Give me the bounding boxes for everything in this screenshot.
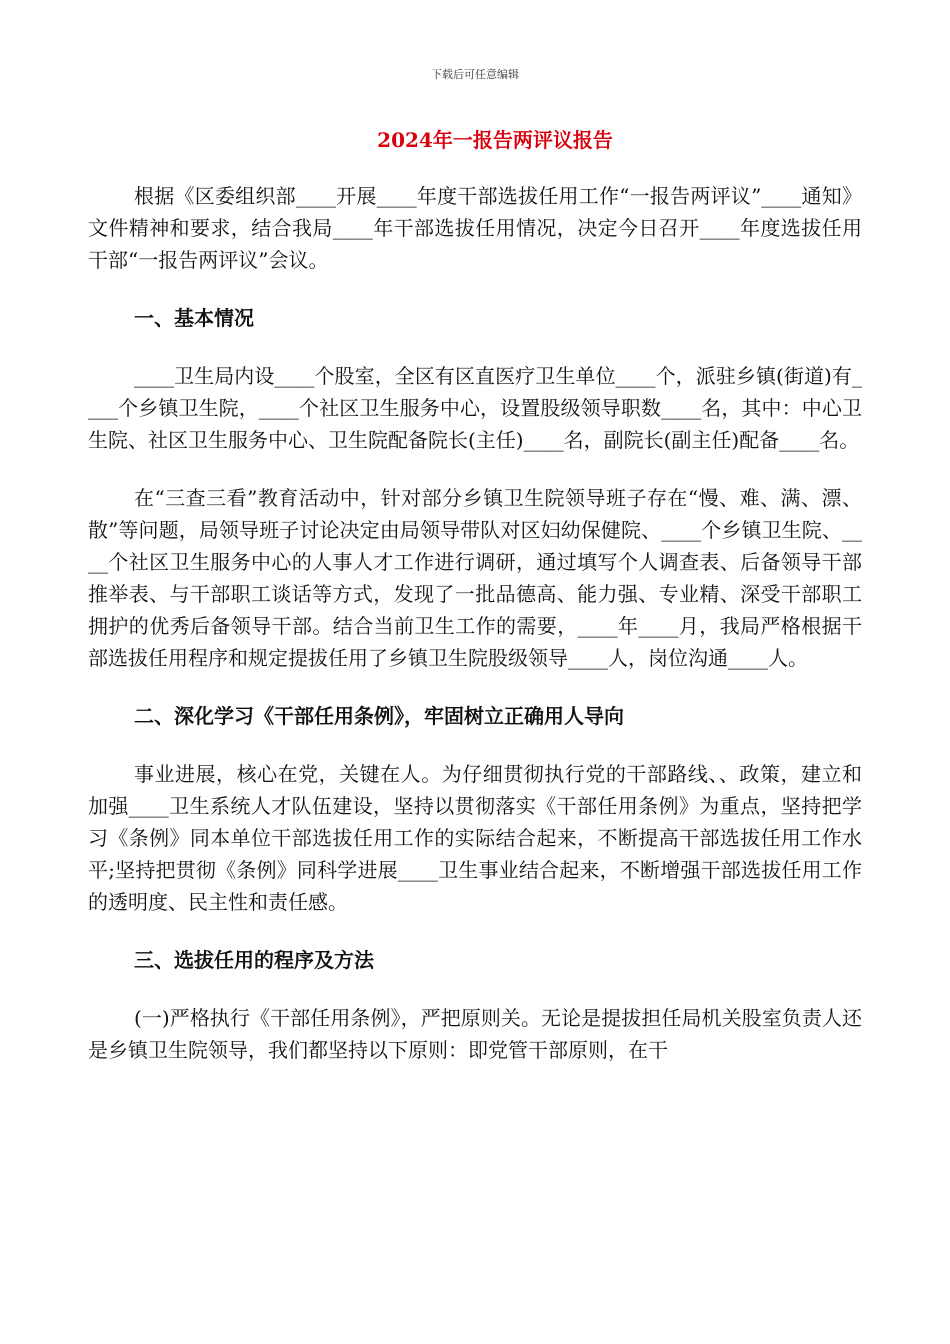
intro-paragraph: 根据《区委组织部____开展____年度干部选拔任用工作“一报告两评议”____通知》文件精神和要求，结合我局____年干部选拔任用情况，决定今日召开____年度选拔任用干部“一报告两评议”会议。 [88, 184, 862, 272]
document-title: 2024年一报告两评议报告 [377, 128, 613, 152]
header-note: 下载后可任意编辑 [431, 68, 519, 81]
section-heading-study: 二、深化学习《干部任用条例》，牢固树立正确用人导向 [134, 704, 624, 728]
section3-paragraph-1: (一)严格执行《干部任用条例》，严把原则关。无论是提拔担任局机关股室负责人还是乡镇卫生院领导，我们都坚持以下原则：即党管干部原则，在干 [88, 1006, 862, 1062]
section-heading-procedure: 三、选拔任用的程序及方法 [134, 948, 374, 972]
section1-paragraph-2: 在“三查三看”教育活动中，针对部分乡镇卫生院领导班子存在“慢、难、满、漂、散”等问题，局领导班子讨论决定由局领导带队对区妇幼保健院、____个乡镇卫生院、____个社区卫生服务中心的人事人才工作进行调研，通过填写个人调查表、后备领导干部推举表、与干部职工谈话等方式，发现了一批品德高、能力强、专业精、深受干部职工拥护的优秀后备领导干部。结合当前卫生工作的需要，____年____月，我局严格根据干部选拔任用程序和规定提拔任用了乡镇卫生院股级领导____人，岗位沟通____人。 [88, 486, 862, 670]
section-heading-basic: 一、基本情况 [134, 306, 254, 330]
document-body [88, 180, 862, 1092]
section2-paragraph-1: 事业进展，核心在党，关键在人。为仔细贯彻执行党的干部路线、、政策，建立和加强____卫生系统人才队伍建设，坚持以贯彻落实《干部任用条例》为重点，坚持把学习《条例》同本单位干部选拔任用工作的实际结合起来，不断提高干部选拔任用工作水平;坚持把贯彻《条例》同科学进展____卫生事业结合起来，不断增强干部选拔任用工作的透明度、民主性和责任感。 [88, 762, 862, 914]
section1-paragraph-1: ____卫生局内设____个股室，全区有区直医疗卫生单位____个，派驻乡镇(街道)有____个乡镇卫生院，____个社区卫生服务中心，设置股级领导职数____名，其中：中心卫生院、社区卫生服务中心、卫生院配备院长(主任)____名，副院长(副主任)配备____名。 [88, 364, 862, 452]
